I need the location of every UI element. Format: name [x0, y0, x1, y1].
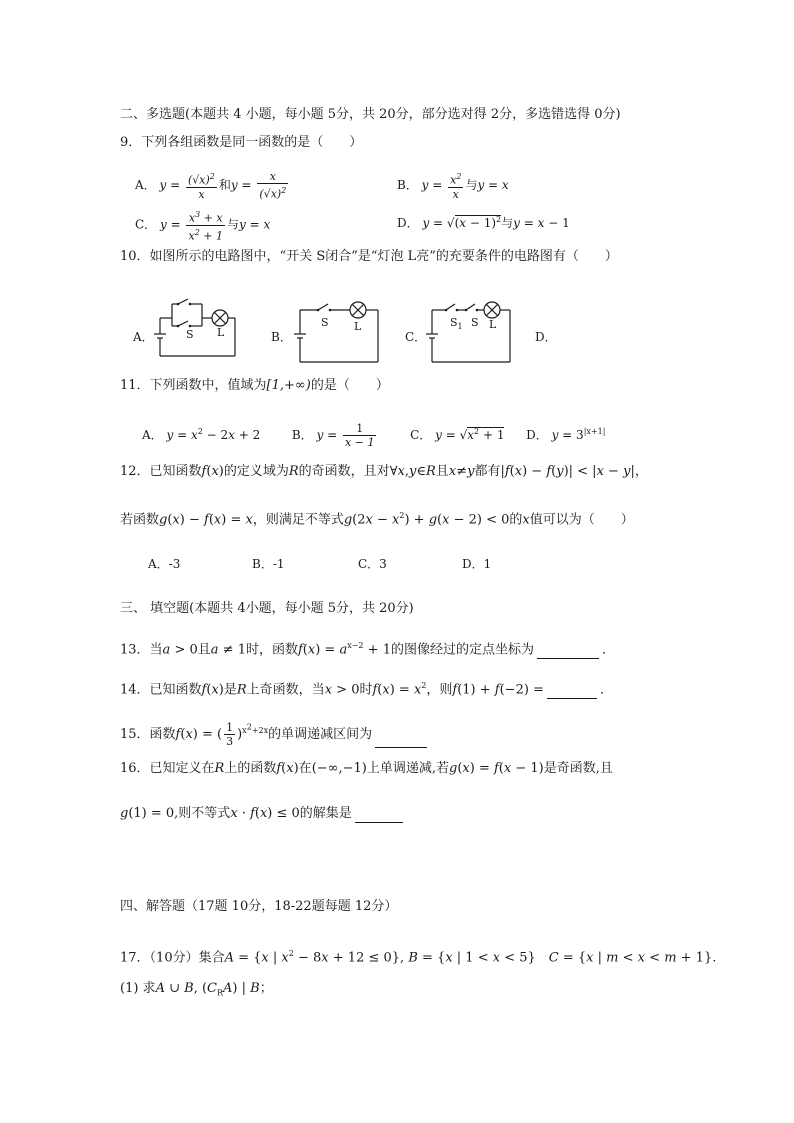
q11-options: A． $y = x^2 - 2x + 2$ B． y = $\frac{1}{x - 1}$ C． $y = √x^2 + 1$ D． $y = 3^{|x+1|}$ — [142, 422, 606, 449]
q10-stem: 10．如图所示的电路图中，“开关 S闭合”是“灯泡 L亮”的充要条件的电路图有（ ） — [120, 249, 618, 264]
circuit-a-diagram — [150, 296, 240, 366]
q9-option-b: B． y = $\frac{x^2}{x}$ 与y = x — [397, 172, 509, 201]
q12-option-d: D．1 — [462, 557, 492, 571]
circuit-b-lamp-label: L — [354, 320, 362, 333]
q11-stem: 11．下列函数中，值域为[1,+∞)的是（ ） — [120, 378, 389, 393]
q12-option-c: C．3 — [358, 557, 387, 571]
circuit-b-switch-label: S — [321, 316, 329, 329]
q9-option-d: D． $y = √(x - 1)^2$与y = x − 1 — [397, 215, 570, 230]
q10-option-c-label: C． — [405, 330, 427, 344]
q9-option-a: A． y = $\frac{(√x)^2}{x}$ 和y = $\frac{x}{(√x)^2}$ — [135, 170, 287, 201]
q16-line-1: 16．已知定义在R上的函数f(x)在(−∞,−1)上单调递减,若g(x) = f(x − 1)是奇函数,且 — [120, 761, 613, 776]
q10-option-a-label: A． — [133, 330, 154, 344]
circuit-c-switch1-label: $S_1$ — [450, 316, 463, 332]
q10-option-d-label: D． — [535, 330, 557, 344]
q9-stem: 9．下列各组函数是同一函数的是（ ） — [120, 135, 363, 150]
circuit-c-switch-label: S — [471, 316, 479, 329]
circuit-b-diagram — [290, 296, 385, 366]
q17-line-2: (1) 求A ∪ B, $(C_RA)$ | B； — [120, 981, 273, 998]
circuit-a-switch-label: S — [186, 328, 194, 341]
section-4-title: 四、解答题（17题 10分，18-22题每题 12分） — [120, 899, 398, 914]
q14: 14．已知函数f(x)是R上奇函数，当x > 0时$f(x) = x^2$，则f(1) + f(−2) = ． — [120, 681, 613, 698]
q10-option-b-label: B． — [271, 330, 292, 344]
q12-line-1: 12．已知函数f(x)的定义域为R的奇函数，且对∀x,y∈R且x≠y都有|f(x) − f(y)| < |x − y|， — [120, 464, 648, 479]
q12-option-a: A．-3 — [148, 557, 181, 571]
q12-option-b: B．-1 — [252, 557, 285, 571]
q16-line-2: g(1) = 0,则不等式x · f(x) ≤ 0的解集是 — [120, 805, 406, 823]
circuit-c-lamp-label: L — [489, 318, 497, 331]
q15: 15．函数f(x) = ( $\frac{1}{3}$ )$^{x^2+2x}$的单调递减区间为 — [120, 718, 430, 748]
q12-line-2: 若函数g(x) − f(x) = x，则满足不等式$g(2x - x^2) + g(x - 2) < 0$的x值可以为（ ） — [120, 511, 634, 528]
circuit-a-lamp-label: L — [217, 326, 225, 339]
section-3-title: 三、 填空题(本题共 4小题，每小题 5分，共 20分) — [120, 601, 414, 616]
q17-line-1: 17．（10分）集合A = {x | $x^2 - 8x + 12 \le 0$}, B = {x | 1 < x < 5} C = {x | m < x < m + 1}. — [120, 949, 717, 966]
circuit-c-diagram — [422, 296, 517, 366]
q9-option-c: C． y = $\frac{x^3 + x}{x^2 + 1}$ 与y = x — [135, 210, 271, 243]
section-2-title: 二、多选题(本题共 4 小题，每小题 5分，共 20分，部分选对得 2分，多选错选得 0分) — [120, 107, 621, 122]
q13: 13．当a > 0且a ≠ 1时，函数$f(x) = a^{x-2} + 1$的图像经过的定点坐标为 ． — [120, 641, 615, 658]
